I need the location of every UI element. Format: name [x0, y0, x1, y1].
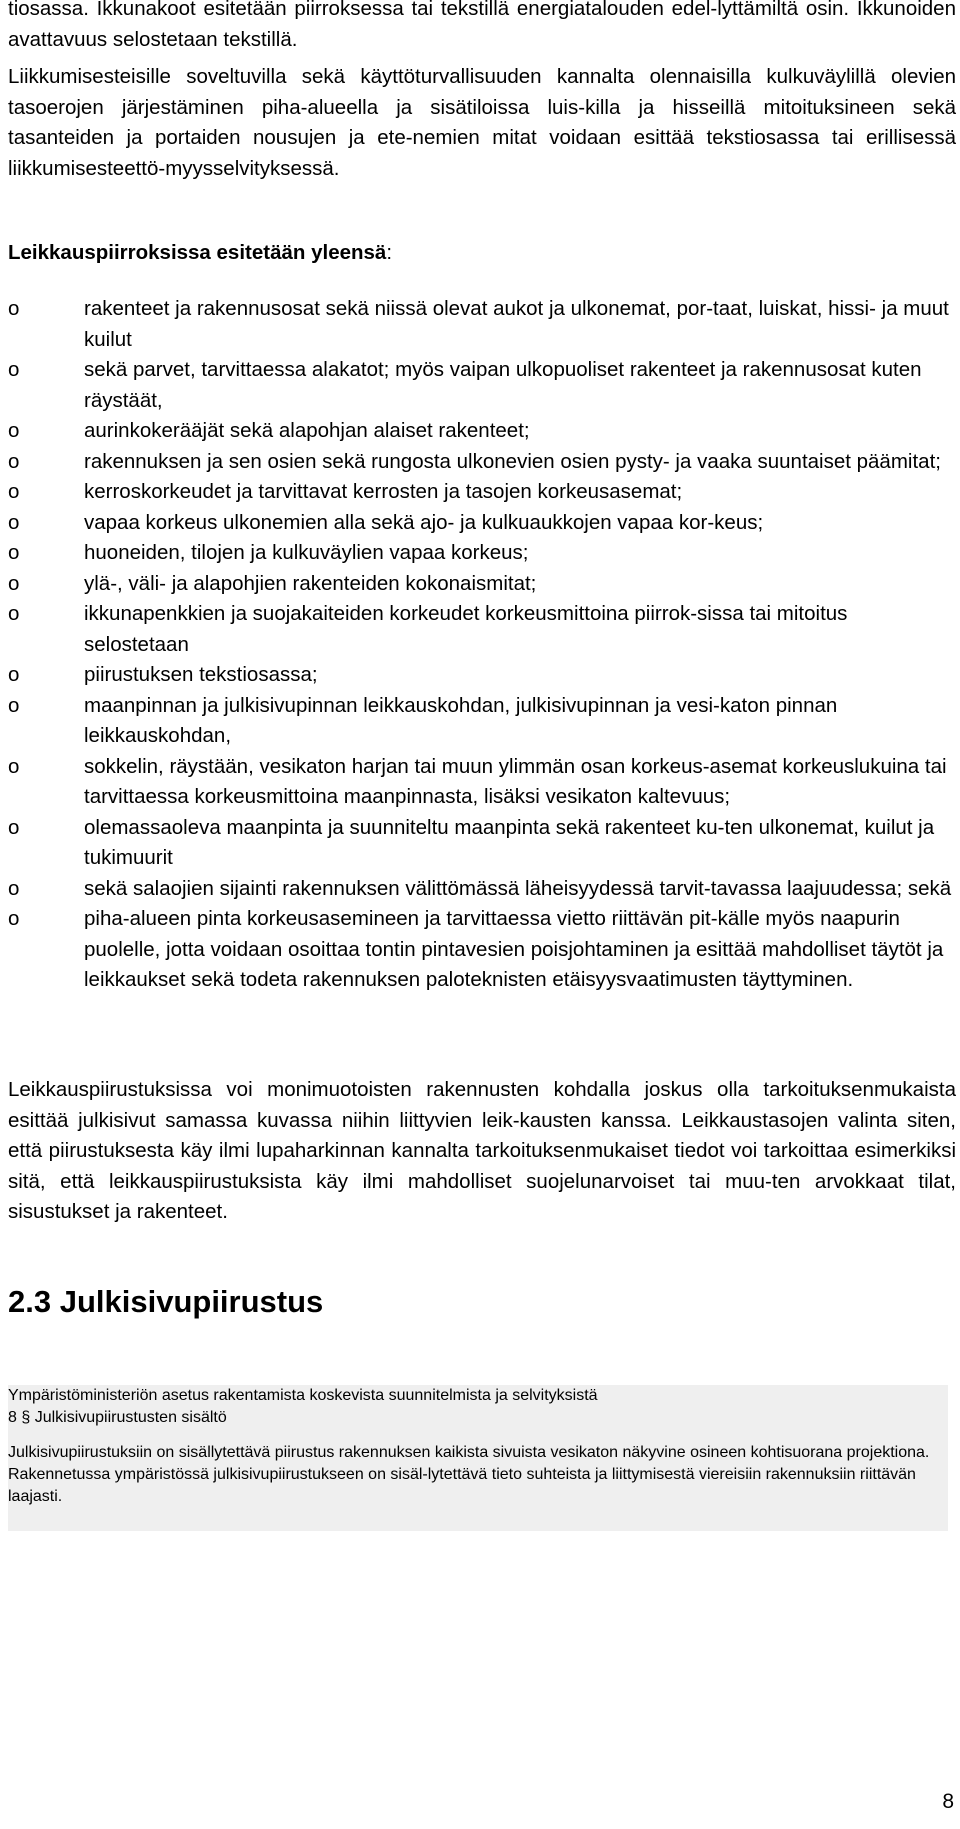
- regulation-title: Ympäristöministeriön asetus rakentamista koskevista suunnitelmista ja selvityksistä: [8, 1387, 598, 1404]
- list-item-text: maanpinnan ja julkisivupinnan leikkauskohdan, julkisivupinnan ja vesi-katon pinnan leikkauskohdan,: [84, 693, 838, 747]
- list-item-text: piha-alueen pinta korkeusasemineen ja tarvittaessa vietto riittävän pit-källe myös naapurin puolelle, jotta voidaan osoittaa tontin pintavesien poisjohtaminen ja esittää mahdolliset täytöt ja leikkaukset sekä todeta rakennuksen paloteknisten etäisyysvaatimusten täyttyminen.: [84, 907, 944, 991]
- list-lead-colon: :: [386, 241, 393, 264]
- closing-paragraph: Leikkauspiirustuksissa voi monimuotoisten rakennusten kohdalla joskus olla tarkoituksenmukaista esittää julkisivut samassa kuvassa niihin liittyvien leik-kausten kanssa. Leikkaustasojen valinta siten, että piirustuksesta käy ilmi lupaharkinnan kannalta tarkoituksenmukaiset tiedot voi tarkoittaa esimerkiksi sitä, että leikkauspiirustuksista käy ilmi mahdolliset suojelunarvoiset tai muu-ten arvokkaat tilat, sisustukset ja rakenteet.: [8, 1078, 956, 1223]
- section-contents-list: [8, 294, 956, 996]
- list-item-text: ikkunapenkkien ja suojakaiteiden korkeudet korkeusmittoina piirrok-sissa tai mitoitus selostetaan: [84, 602, 848, 656]
- list-item-text: aurinkokerääjät sekä alapohjan alaiset rakenteet;: [84, 419, 530, 442]
- list-item: [8, 569, 956, 600]
- bullet-marker: o: [8, 358, 20, 381]
- section-heading: 2.3 Julkisivupiirustus: [8, 1284, 324, 1319]
- list-item: [8, 416, 956, 447]
- list-lead-bold: Leikkauspiirroksissa esitetään yleensä: [8, 241, 387, 264]
- list-item-text: huoneiden, tilojen ja kulkuväylien vapaa korkeus;: [84, 541, 529, 564]
- list-item: [8, 874, 956, 905]
- bullet-marker: o: [8, 815, 20, 839]
- bullet-marker: o: [8, 510, 20, 534]
- list-item-text: vapaa korkeus ulkonemien alla sekä ajo- ja kulkuaukkojen vapaa kor-keus;: [84, 510, 764, 534]
- list-lead-paragraph: [8, 238, 956, 269]
- bullet-marker: o: [8, 663, 20, 686]
- list-item-text: rakenteet ja rakennusosat sekä niissä olevat aukot ja ulkonemat, por-taat, luiskat, hissi- ja muut kuilut: [84, 297, 949, 351]
- bullet-marker: o: [8, 480, 20, 503]
- list-item: [8, 508, 956, 539]
- page-number: 8: [942, 1790, 954, 1813]
- bullet-marker: o: [8, 876, 20, 900]
- regulation-body: Julkisivupiirustuksiin on sisällytettävä piirustus rakennuksen kaikista sivuista vesikaton näkyvine osineen kohtisuorana projektiona. Rakennetussa ympäristössä julkisivupiirustukseen on sisäl-lytettävä tieto suhteista ja liittymisestä viereisiin rakennuksiin riittävän laajasti.: [8, 1444, 930, 1505]
- list-item: [8, 599, 956, 660]
- list-item: [8, 477, 956, 508]
- list-item: [8, 904, 956, 996]
- bullet-marker: o: [8, 571, 20, 595]
- regulation-quote-box: [8, 1385, 948, 1531]
- list-item: [8, 752, 956, 813]
- list-item-text: ylä-, väli- ja alapohjien rakenteiden kokonaismitat;: [84, 571, 537, 595]
- bullet-marker: o: [8, 754, 20, 778]
- list-item: [8, 538, 956, 569]
- regulation-section: 8 § Julkisivupiirustusten sisältö: [8, 1409, 227, 1426]
- bullet-marker: o: [8, 297, 20, 320]
- intro-paragraph: tiosassa. Ikkunakoot esitetään piirroksessa tai tekstillä energiatalouden edel-lyttämiltä osin. Ikkunoiden avattavuus selostetaan tekstillä.: [8, 0, 956, 51]
- list-item: [8, 355, 956, 416]
- list-item: [8, 813, 956, 874]
- list-item-text: sokkelin, räystään, vesikaton harjan tai muun ylimmän osan korkeus-asemat korkeuslukuina tai tarvittaessa korkeusmittoina maanpinnasta, lisäksi vesikaton kaltevuus;: [84, 754, 947, 808]
- bullet-marker: o: [8, 419, 20, 442]
- list-item-text: olemassaoleva maanpinta ja suunniteltu maanpinta sekä rakenteet ku-ten ulkonemat, kuilut ja tukimuurit: [84, 815, 935, 869]
- list-item: [8, 294, 956, 355]
- mobility-paragraph: Liikkumisesteisille soveltuvilla sekä käyttöturvallisuuden kannalta olennaisilla kulkuväylillä olevien tasoerojen järjestäminen piha-alueella ja sisätiloissa luis-killa ja hisseillä mitoituksineen sekä tasanteiden ja portaiden nousujen ja ete-nemien mitat voidaan esittää tekstiosassa tai erillisessä liikkumisesteettö-myysselvityksessä.: [8, 65, 956, 180]
- bullet-marker: o: [8, 907, 20, 930]
- list-item-text: rakennuksen ja sen osien sekä rungosta ulkonevien osien pysty- ja vaaka suuntaiset päämitat;: [84, 449, 941, 473]
- bullet-marker: o: [8, 693, 20, 717]
- list-item-text: kerroskorkeudet ja tarvittavat kerrosten ja tasojen korkeusasemat;: [84, 480, 683, 503]
- bullet-marker: o: [8, 602, 20, 625]
- list-item-text: sekä salaojien sijainti rakennuksen välittömässä läheisyydessä tarvit-tavassa laajuudessa; sekä: [84, 876, 952, 900]
- bullet-marker: o: [8, 541, 20, 564]
- list-item: [8, 660, 956, 691]
- list-item: [8, 691, 956, 752]
- bullet-marker: o: [8, 449, 20, 473]
- list-item: [8, 447, 956, 478]
- list-item-text: sekä parvet, tarvittaessa alakatot; myös vaipan ulkopuoliset rakenteet ja rakennusosat kuten räystäät,: [84, 358, 922, 412]
- list-item-text: piirustuksen tekstiosassa;: [84, 663, 318, 686]
